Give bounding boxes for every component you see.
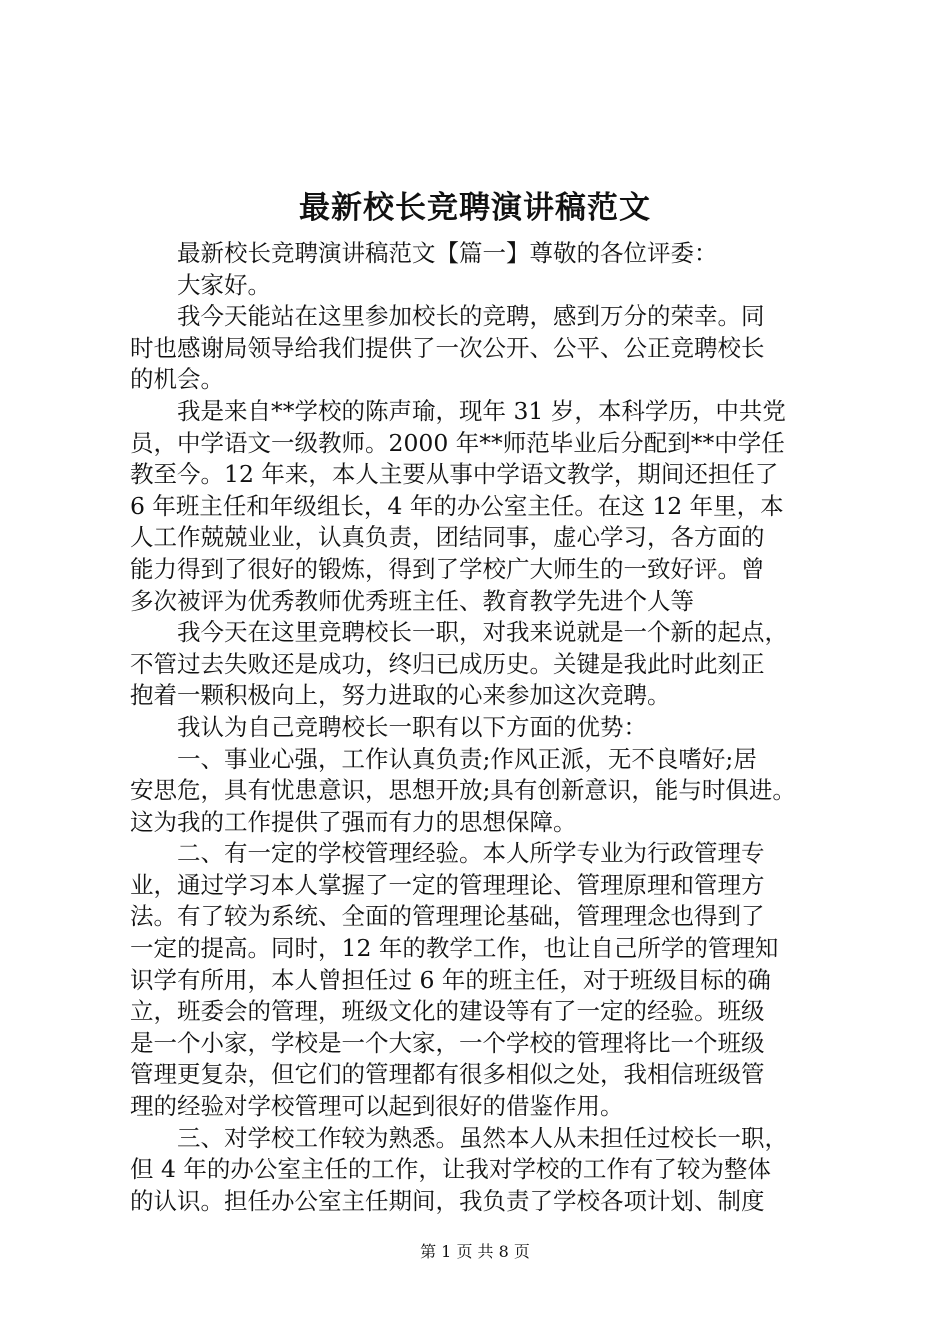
- body-line: 管理更复杂，但它们的管理都有很多相似之处，我相信班级管: [130, 1060, 765, 1089]
- body-line: 法。有了较为系统、全面的管理理论基础，管理理念也得到了: [130, 902, 765, 931]
- body-line: 最新校长竞聘演讲稿范文【篇一】尊敬的各位评委：: [130, 239, 718, 267]
- body-line: 这为我的工作提供了强而有力的思想保障。: [130, 807, 577, 836]
- body-line: 时也感谢局领导给我们提供了一次公开、公平、公正竞聘校长: [130, 333, 765, 362]
- body-line: 多次被评为优秀教师优秀班主任、教育教学先进个人等: [130, 586, 694, 615]
- page-number-footer: 第 1 页 共 8 页: [420, 1242, 530, 1261]
- body-line: 三、对学校工作较为熟悉。虽然本人从未担任过校长一职，: [130, 1123, 788, 1152]
- body-line: 但 4 年的办公室主任的工作，让我对学校的工作有了较为整体: [130, 1155, 771, 1184]
- body-line: 识学有所用，本人曾担任过 6 年的班主任，对于班级目标的确: [130, 965, 771, 994]
- body-line: 业，通过学习本人掌握了一定的管理理论、管理原理和管理方: [130, 870, 765, 899]
- body-line: 理的经验对学校管理可以起到很好的借鉴作用。: [130, 1092, 624, 1121]
- document-body: [130, 238, 836, 1217]
- body-line: 的机会。: [130, 365, 224, 394]
- body-line: 我认为自己竞聘校长一职有以下方面的优势：: [130, 712, 647, 741]
- body-line: 一、事业心强，工作认真负责;作风正派，无不良嗜好;居: [130, 744, 757, 773]
- body-line: 人工作兢兢业业，认真负责，团结同事，虚心学习，各方面的: [130, 523, 765, 552]
- body-line: 安思危，具有忧患意识，思想开放;具有创新意识，能与时俱进。: [130, 776, 796, 805]
- body-line: 的认识。担任办公室主任期间，我负责了学校各项计划、制度: [130, 1186, 765, 1215]
- body-line: 不管过去失败还是成功，终归已成历史。关键是我此时此刻正: [130, 649, 765, 678]
- body-line: 我今天在这里竞聘校长一职，对我来说就是一个新的起点，: [130, 618, 788, 647]
- body-line: 我今天能站在这里参加校长的竞聘，感到万分的荣幸。同: [130, 302, 765, 331]
- body-line: 抱着一颗积极向上，努力进取的心来参加这次竞聘。: [130, 681, 671, 710]
- body-line: 6 年班主任和年级组长，4 年的办公室主任。在这 12 年里，本: [130, 491, 784, 520]
- document-title: 最新校长竞聘演讲稿范文: [299, 190, 651, 226]
- body-line: 能力得到了很好的锻炼，得到了学校广大师生的一致好评。曾: [130, 554, 765, 583]
- body-line: 大家好。: [130, 270, 271, 299]
- body-line: 二、有一定的学校管理经验。本人所学专业为行政管理专: [130, 839, 765, 868]
- body-line: 一定的提高。同时，12 年的教学工作，也让自己所学的管理知: [130, 934, 779, 963]
- body-line: 是一个小家，学校是一个大家，一个学校的管理将比一个班级: [130, 1028, 765, 1057]
- body-line: 立，班委会的管理，班级文化的建设等有了一定的经验。班级: [130, 997, 765, 1026]
- body-line: 教至今。12 年来，本人主要从事中学语文教学，期间还担任了: [130, 460, 779, 489]
- body-line: 我是来自**学校的陈声瑜，现年 31 岁，本科学历，中共党: [130, 396, 786, 425]
- body-line: 员，中学语文一级教师。2000 年**师范毕业后分配到**中学任: [130, 428, 785, 457]
